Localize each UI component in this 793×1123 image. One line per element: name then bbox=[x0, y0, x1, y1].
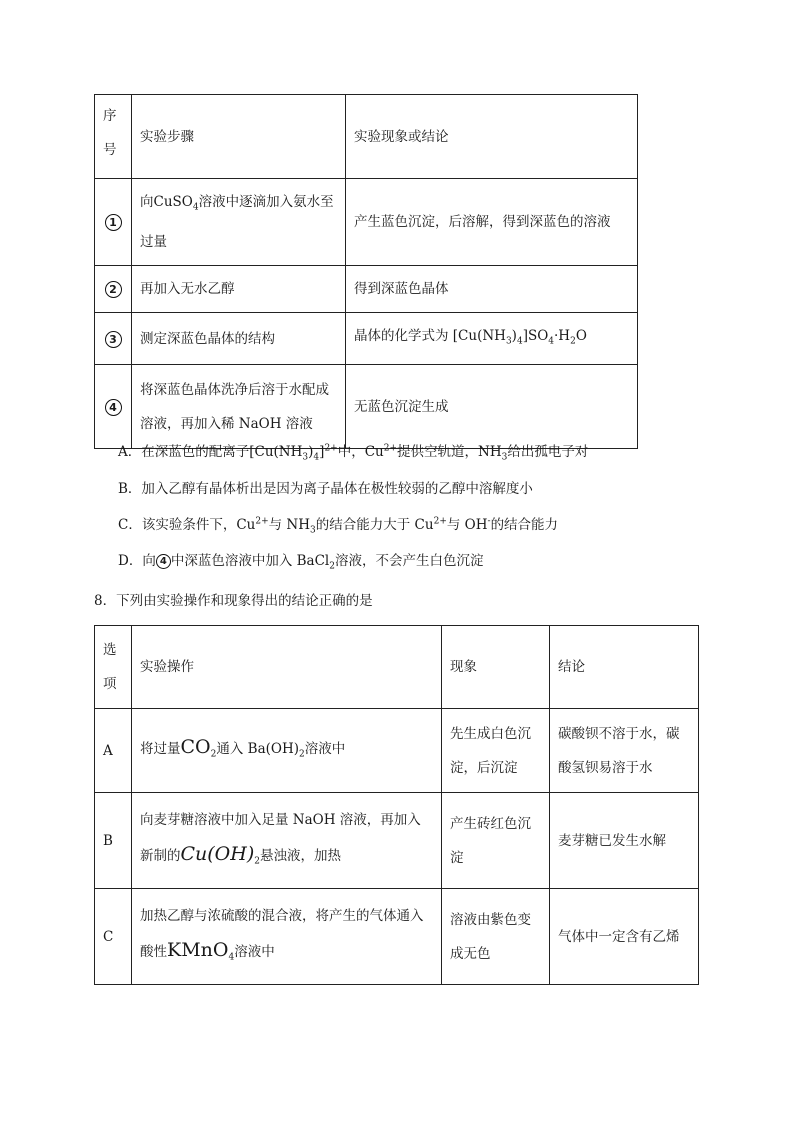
table-row bbox=[95, 709, 699, 793]
table-row bbox=[95, 365, 638, 449]
row-operation: 将过量$CO_2$通入 $Ba(OH)_2$溶液中 bbox=[132, 709, 442, 793]
row-operation: 加热乙醇与浓硫酸的混合液，将产生的气体通入酸性KMnO$_4$溶液中 bbox=[132, 889, 442, 985]
circled-number: 2 bbox=[105, 281, 122, 298]
option-b: B．加入乙醇有晶体析出是因为离子晶体在极性较弱的乙醇中溶解度小 bbox=[118, 481, 533, 497]
row-step: 测定深蓝色晶体的结构 bbox=[132, 312, 346, 365]
row-phenomenon: 溶液由紫色变成无色 bbox=[442, 889, 550, 985]
header-conclusion: 结论 bbox=[550, 626, 699, 709]
circled-number: 4 bbox=[105, 399, 122, 416]
row-conclusion: 碳酸钡不溶于水，碳酸氢钡易溶于水 bbox=[550, 709, 699, 793]
row-step: 向CuSO$_4$溶液中逐滴加入氨水至过量 bbox=[132, 179, 346, 266]
row-number bbox=[95, 312, 132, 365]
header-seq: 序号 bbox=[95, 95, 132, 179]
row-result: 产生蓝色沉淀，后溶解，得到深蓝色的溶液 bbox=[346, 179, 638, 266]
table-row bbox=[95, 793, 699, 889]
row-step: 将深蓝色晶体洗净后溶于水配成溶液，再加入稀 NaOH 溶液 bbox=[132, 365, 346, 449]
row-conclusion: 气体中一定含有乙烯 bbox=[550, 889, 699, 985]
table-header-row bbox=[95, 95, 638, 179]
row-key: A bbox=[95, 709, 132, 793]
row-result: 得到深蓝色晶体 bbox=[346, 265, 638, 312]
row-number bbox=[95, 265, 132, 312]
header-phenomenon: 现象 bbox=[442, 626, 550, 709]
row-number bbox=[95, 179, 132, 266]
header-operation: 实验操作 bbox=[132, 626, 442, 709]
table-row bbox=[95, 312, 638, 365]
header-result: 实验现象或结论 bbox=[346, 95, 638, 179]
experiment-table bbox=[94, 94, 638, 449]
row-key: B bbox=[95, 793, 132, 889]
row-number bbox=[95, 365, 132, 449]
circled-number: 3 bbox=[105, 331, 122, 348]
table-row bbox=[95, 179, 638, 266]
question-8-title: 8．下列由实验操作和现象得出的结论正确的是 bbox=[94, 593, 373, 609]
row-phenomenon: 先生成白色沉淀，后沉淀 bbox=[442, 709, 550, 793]
table-row bbox=[95, 265, 638, 312]
row-result: 无蓝色沉淀生成 bbox=[346, 365, 638, 449]
row-step: 再加入无水乙醇 bbox=[132, 265, 346, 312]
table-header-row bbox=[95, 626, 699, 709]
table-row bbox=[95, 889, 699, 985]
option-a: A．在深蓝色的配离子$[Cu(NH_3)_4]^{2+}$中，$Cu^{2+}$提供空轨道，$NH_3$给出孤电子对 bbox=[118, 443, 589, 463]
row-result: 晶体的化学式为 $[Cu(NH_3)_4]SO_4\cdot H_2O$ bbox=[346, 312, 638, 365]
option-c: C．该实验条件下，$Cu^{2+}$与 $NH_3$的结合能力大于 $Cu^{2+}$与 OH-的结合能力 bbox=[118, 516, 559, 536]
row-key: C bbox=[95, 889, 132, 985]
option-d: D．向 4 中深蓝色溶液中加入 BaCl$_2$溶液，不会产生白色沉淀 bbox=[118, 553, 484, 572]
row-operation: 向麦芽糖溶液中加入足量 NaOH 溶液，再加入新制的$Cu(OH)_2$悬浊液，加热 bbox=[132, 793, 442, 889]
circled-number: 4 bbox=[156, 554, 171, 569]
header-step: 实验步骤 bbox=[132, 95, 346, 179]
row-phenomenon: 产生砖红色沉淀 bbox=[442, 793, 550, 889]
circled-number: 1 bbox=[105, 214, 122, 231]
row-conclusion: 麦芽糖已发生水解 bbox=[550, 793, 699, 889]
header-option: 选项 bbox=[95, 626, 132, 709]
question-8-table bbox=[94, 625, 699, 985]
